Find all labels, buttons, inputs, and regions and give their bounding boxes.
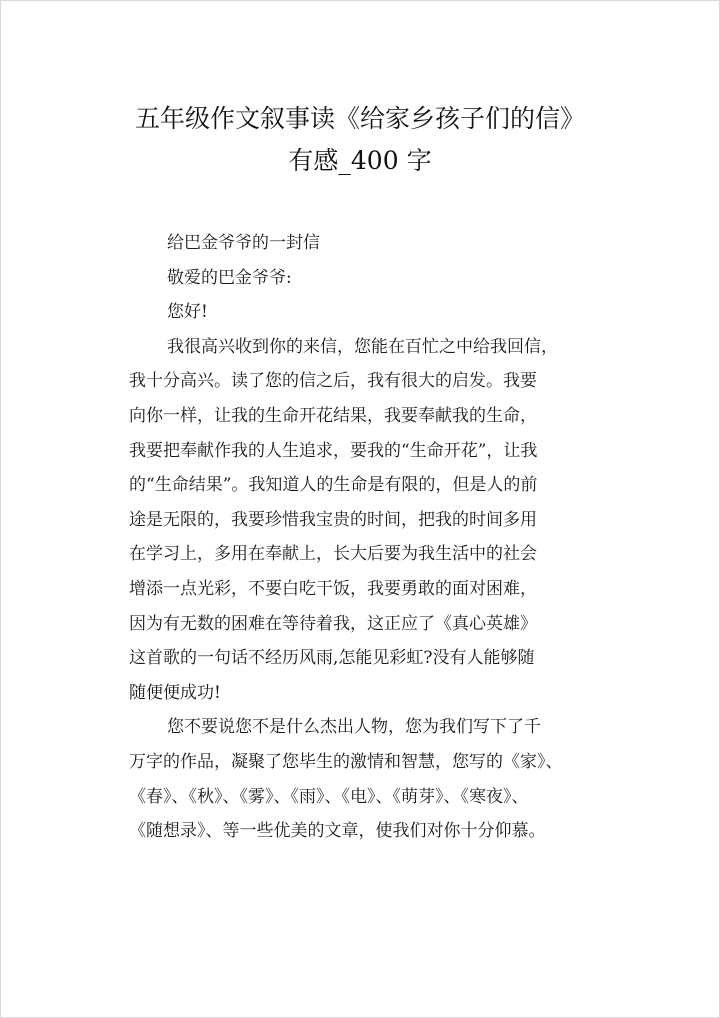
- title-line: 五年级作文叙事读《给家乡孩子们的信》: [134, 104, 585, 133]
- body-line: 因为有无数的困难在等待着我，这正应了《真心英雄》: [129, 613, 537, 634]
- body-line: 您好!: [167, 302, 208, 323]
- body-line: 随便便成功!: [129, 682, 221, 703]
- body-line: 我很高兴收到你的来信，您能在百忙之中给我回信，: [167, 336, 558, 357]
- body-line: 途是无限的，我要珍惜我宝贵的时间，把我的时间多用: [129, 509, 537, 530]
- body-line: 在学习上，多用在奉献上，长大后要为我生活中的社会: [129, 544, 537, 565]
- body-line: 这首歌的一句话不经历风雨,怎能见彩虹?没有人能够随: [129, 648, 535, 669]
- body-line: 我要把奉献作我的人生追求，要我的“生命开花”，让我: [129, 440, 538, 461]
- document-title: [1, 98, 719, 182]
- body-line: 向你一样，让我的生命开花结果，我要奉献我的生命，: [129, 405, 537, 426]
- body-line: 《随想录》、等一些优美的文章，使我们对你十分仰慕。: [129, 821, 546, 842]
- title-line: 有感_400 字: [288, 146, 432, 175]
- body-line: 给巴金爷爷的一封信: [167, 233, 320, 253]
- body-line: 您不要说您不是什么杰出人物，您为我们写下了千: [167, 717, 541, 738]
- body-line: 的“生命结果”。我知道人的生命是有限的，但是人的前: [129, 475, 538, 496]
- document-body: [129, 226, 609, 849]
- body-line: 增添一点光彩，不要白吃干饭，我要勇敢的面对困难，: [129, 578, 537, 599]
- body-line: 《春》、《秋》、《雾》、《雨》、《电》、《萌芽》、《寒夜》、: [129, 786, 529, 807]
- body-line: 敬爱的巴金爷爷:: [167, 267, 292, 288]
- body-line: 万字的作品，凝聚了您毕生的激情和智慧，您写的《家》、: [129, 751, 563, 772]
- body-line: 我十分高兴。读了您的信之后，我有很大的启发。我要: [129, 371, 537, 392]
